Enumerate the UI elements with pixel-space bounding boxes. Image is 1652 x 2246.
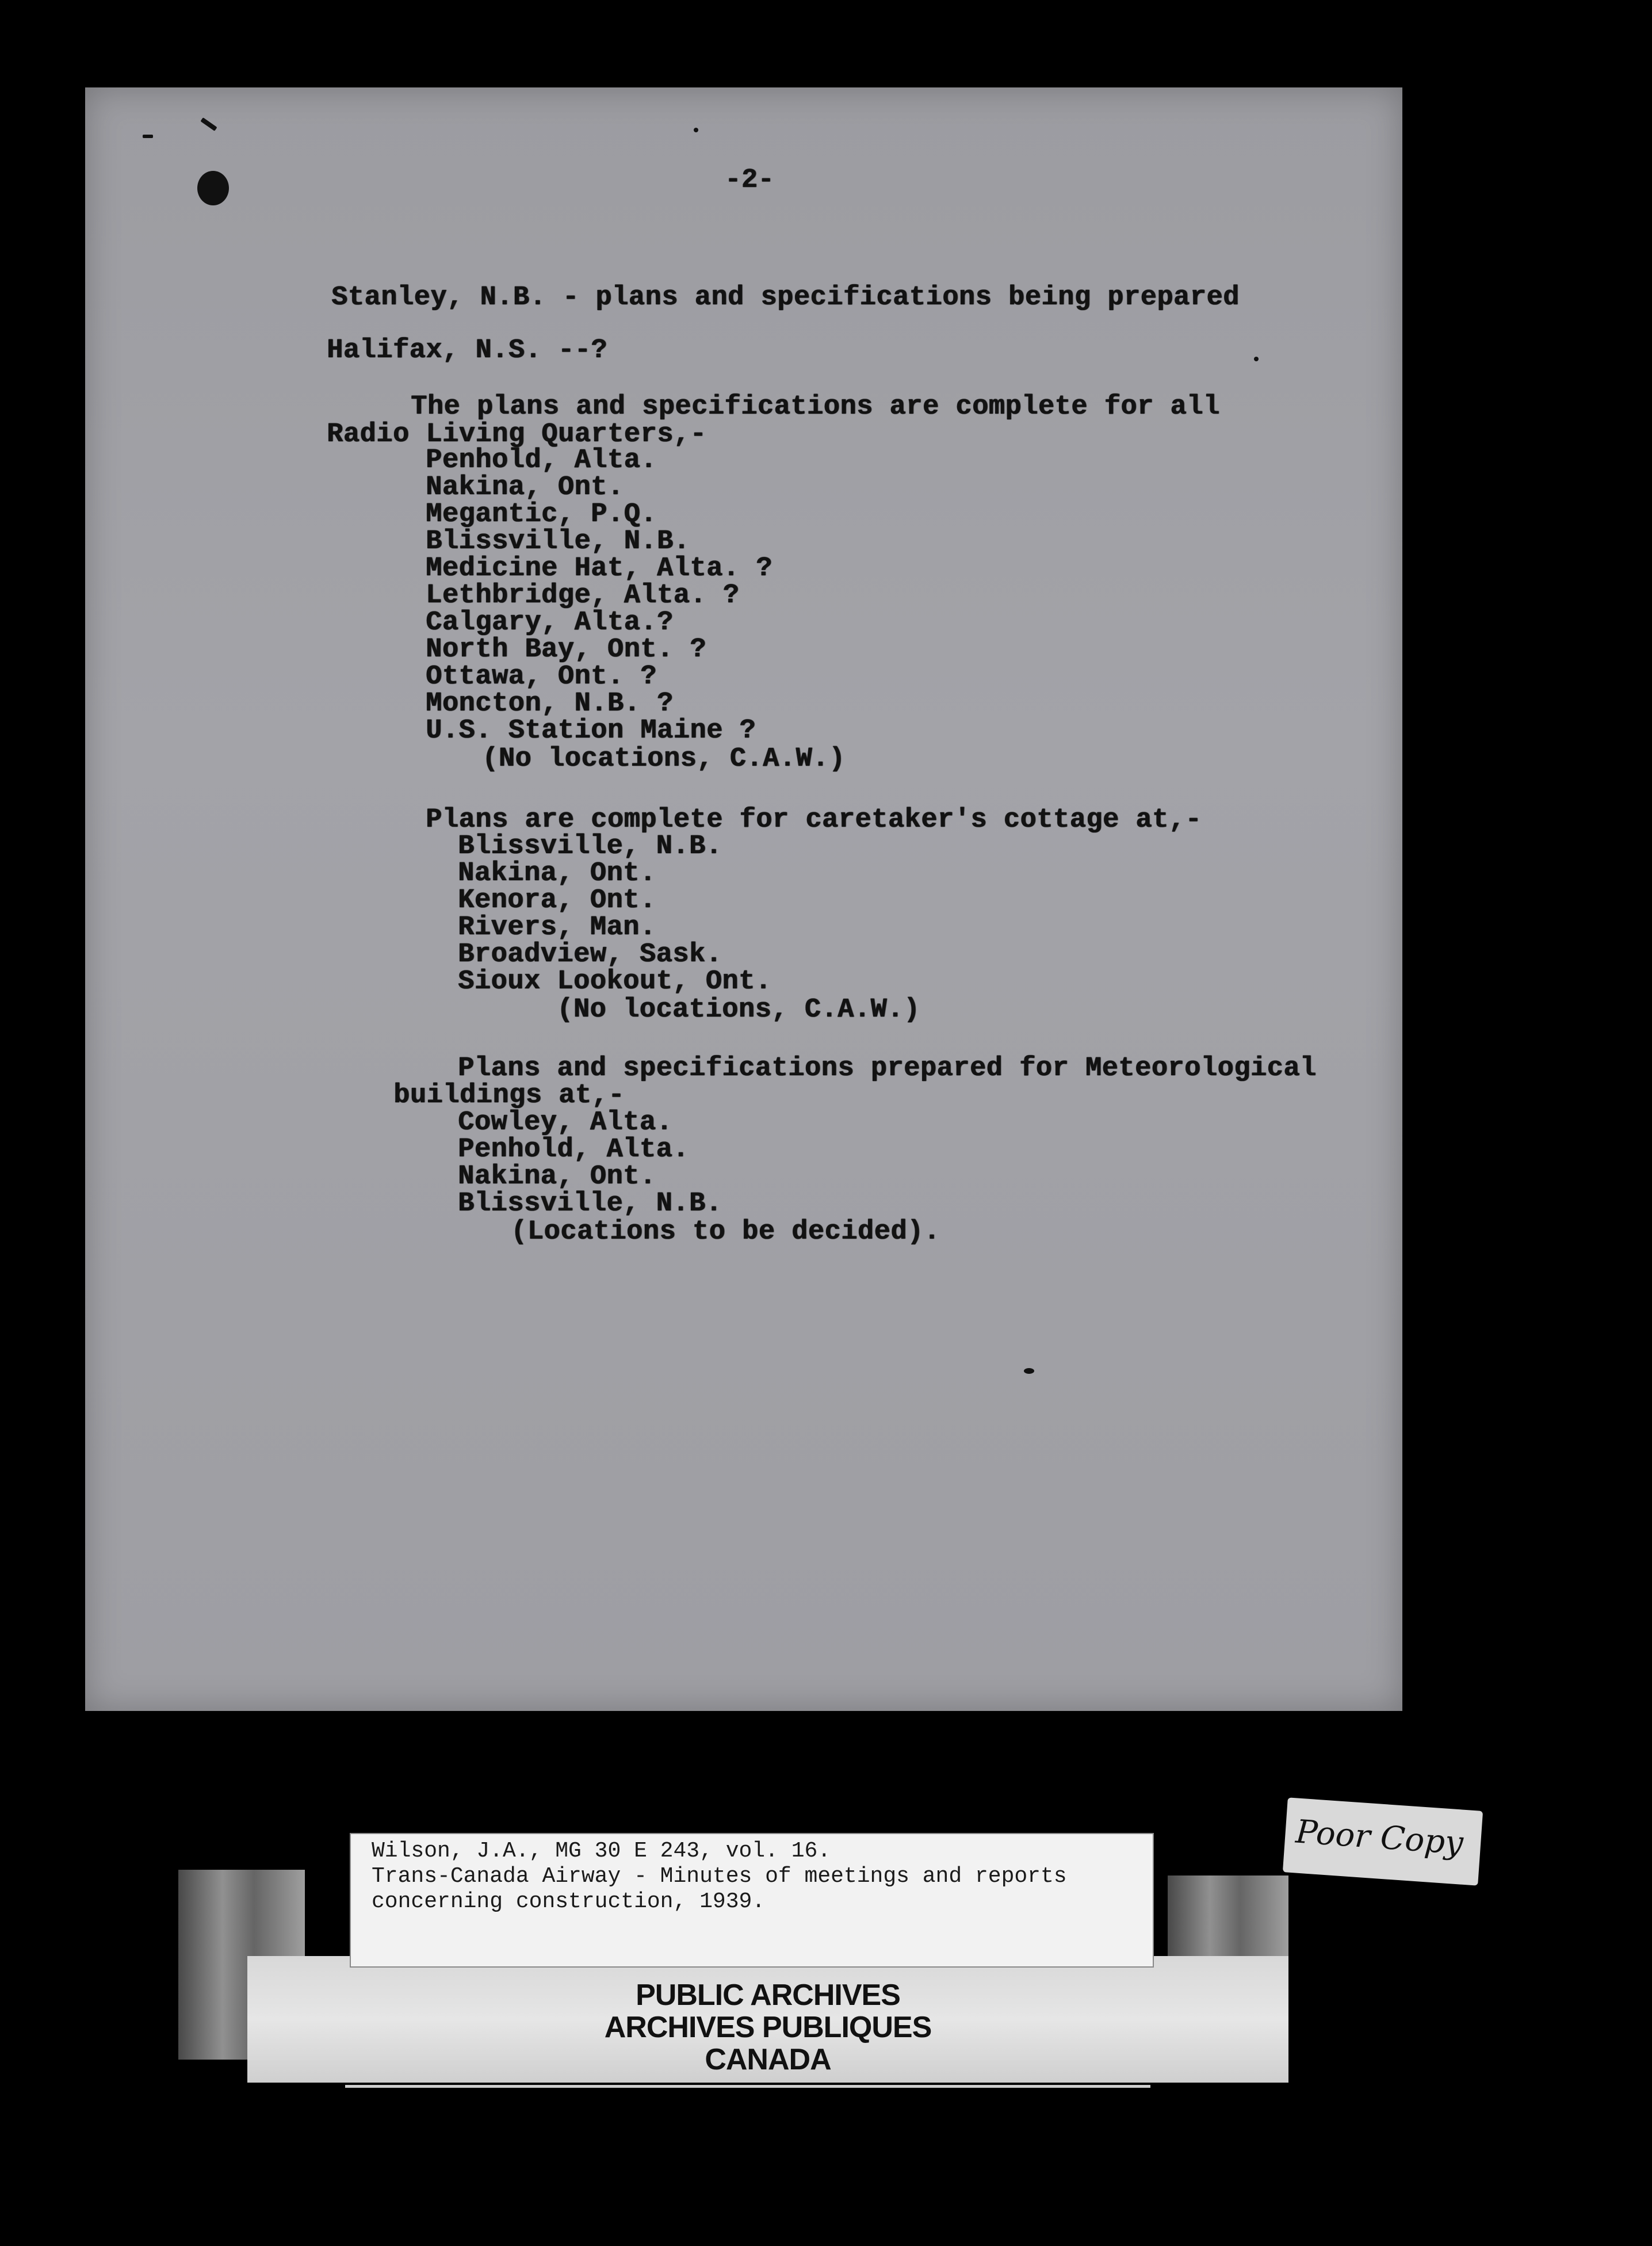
ink-blot bbox=[197, 171, 229, 205]
doc-line: Blissville, N.B. bbox=[426, 526, 690, 557]
ink-mark bbox=[143, 135, 153, 138]
archive-label bbox=[350, 1833, 1154, 1968]
doc-line: Moncton, N.B. ? bbox=[426, 689, 674, 719]
doc-line: Megantic, P.Q. bbox=[426, 499, 657, 530]
divider bbox=[345, 2085, 1150, 2088]
doc-line: Penhold, Alta. bbox=[458, 1135, 689, 1165]
stamp-line: PUBLIC ARCHIVES bbox=[636, 1978, 900, 2012]
stamp-line: ARCHIVES PUBLIQUES bbox=[604, 2011, 932, 2044]
doc-line: (Locations to be decided). bbox=[511, 1217, 940, 1247]
doc-line: Nakina, Ont. bbox=[426, 472, 624, 503]
doc-line: Plans are complete for caretaker's cottage at,- bbox=[426, 805, 1202, 835]
doc-line: North Bay, Ont. ? bbox=[426, 635, 706, 665]
page-number: -2- bbox=[725, 165, 775, 196]
ink-dot bbox=[1024, 1368, 1034, 1374]
stamp-line: CANADA bbox=[705, 2043, 831, 2076]
handwritten-note bbox=[1283, 1797, 1483, 1885]
ink-dot bbox=[1254, 357, 1259, 361]
doc-line: Lethbridge, Alta. ? bbox=[426, 580, 740, 611]
doc-line: Cowley, Alta. bbox=[458, 1107, 673, 1138]
doc-line: Medicine Hat, Alta. ? bbox=[426, 553, 773, 584]
doc-line: U.S. Station Maine ? bbox=[426, 716, 756, 746]
doc-line: Penhold, Alta. bbox=[426, 445, 657, 476]
label-line: Trans-Canada Airway - Minutes of meetings and reports bbox=[372, 1864, 1067, 1889]
note-text: Poor Copy bbox=[1294, 1813, 1464, 1862]
doc-line: Nakina, Ont. bbox=[458, 1162, 656, 1192]
doc-line: Sioux Lookout, Ont. bbox=[458, 967, 772, 997]
doc-line: Nakina, Ont. bbox=[458, 858, 656, 889]
doc-line: Calgary, Alta.? bbox=[426, 608, 674, 638]
doc-line: Blissville, N.B. bbox=[458, 1189, 722, 1219]
doc-line: Kenora, Ont. bbox=[458, 885, 656, 916]
ink-dot bbox=[694, 128, 698, 132]
doc-line: Plans and specifications prepared for Meteorological bbox=[458, 1053, 1317, 1084]
doc-line: (No locations, C.A.W.) bbox=[482, 744, 846, 774]
doc-line: Ottawa, Ont. ? bbox=[426, 662, 657, 692]
doc-line: Rivers, Man. bbox=[458, 912, 656, 943]
doc-line: Radio Living Quarters,- bbox=[327, 419, 707, 450]
typed-page bbox=[85, 87, 1402, 1711]
doc-line: Stanley, N.B. - plans and specifications being prepared bbox=[331, 282, 1240, 313]
archive-stamp bbox=[247, 1956, 1288, 2083]
doc-line: Halifax, N.S. --? bbox=[327, 335, 607, 366]
ink-mark bbox=[200, 117, 217, 131]
doc-line: Broadview, Sask. bbox=[458, 939, 722, 970]
doc-line: Blissville, N.B. bbox=[458, 831, 722, 862]
label-line: Wilson, J.A., MG 30 E 243, vol. 16. bbox=[372, 1839, 831, 1863]
label-line: concerning construction, 1939. bbox=[372, 1889, 766, 1914]
doc-line: buildings at,- bbox=[393, 1080, 625, 1111]
doc-line: (No locations, C.A.W.) bbox=[557, 995, 920, 1025]
doc-line: The plans and specifications are complete for all bbox=[411, 392, 1220, 422]
